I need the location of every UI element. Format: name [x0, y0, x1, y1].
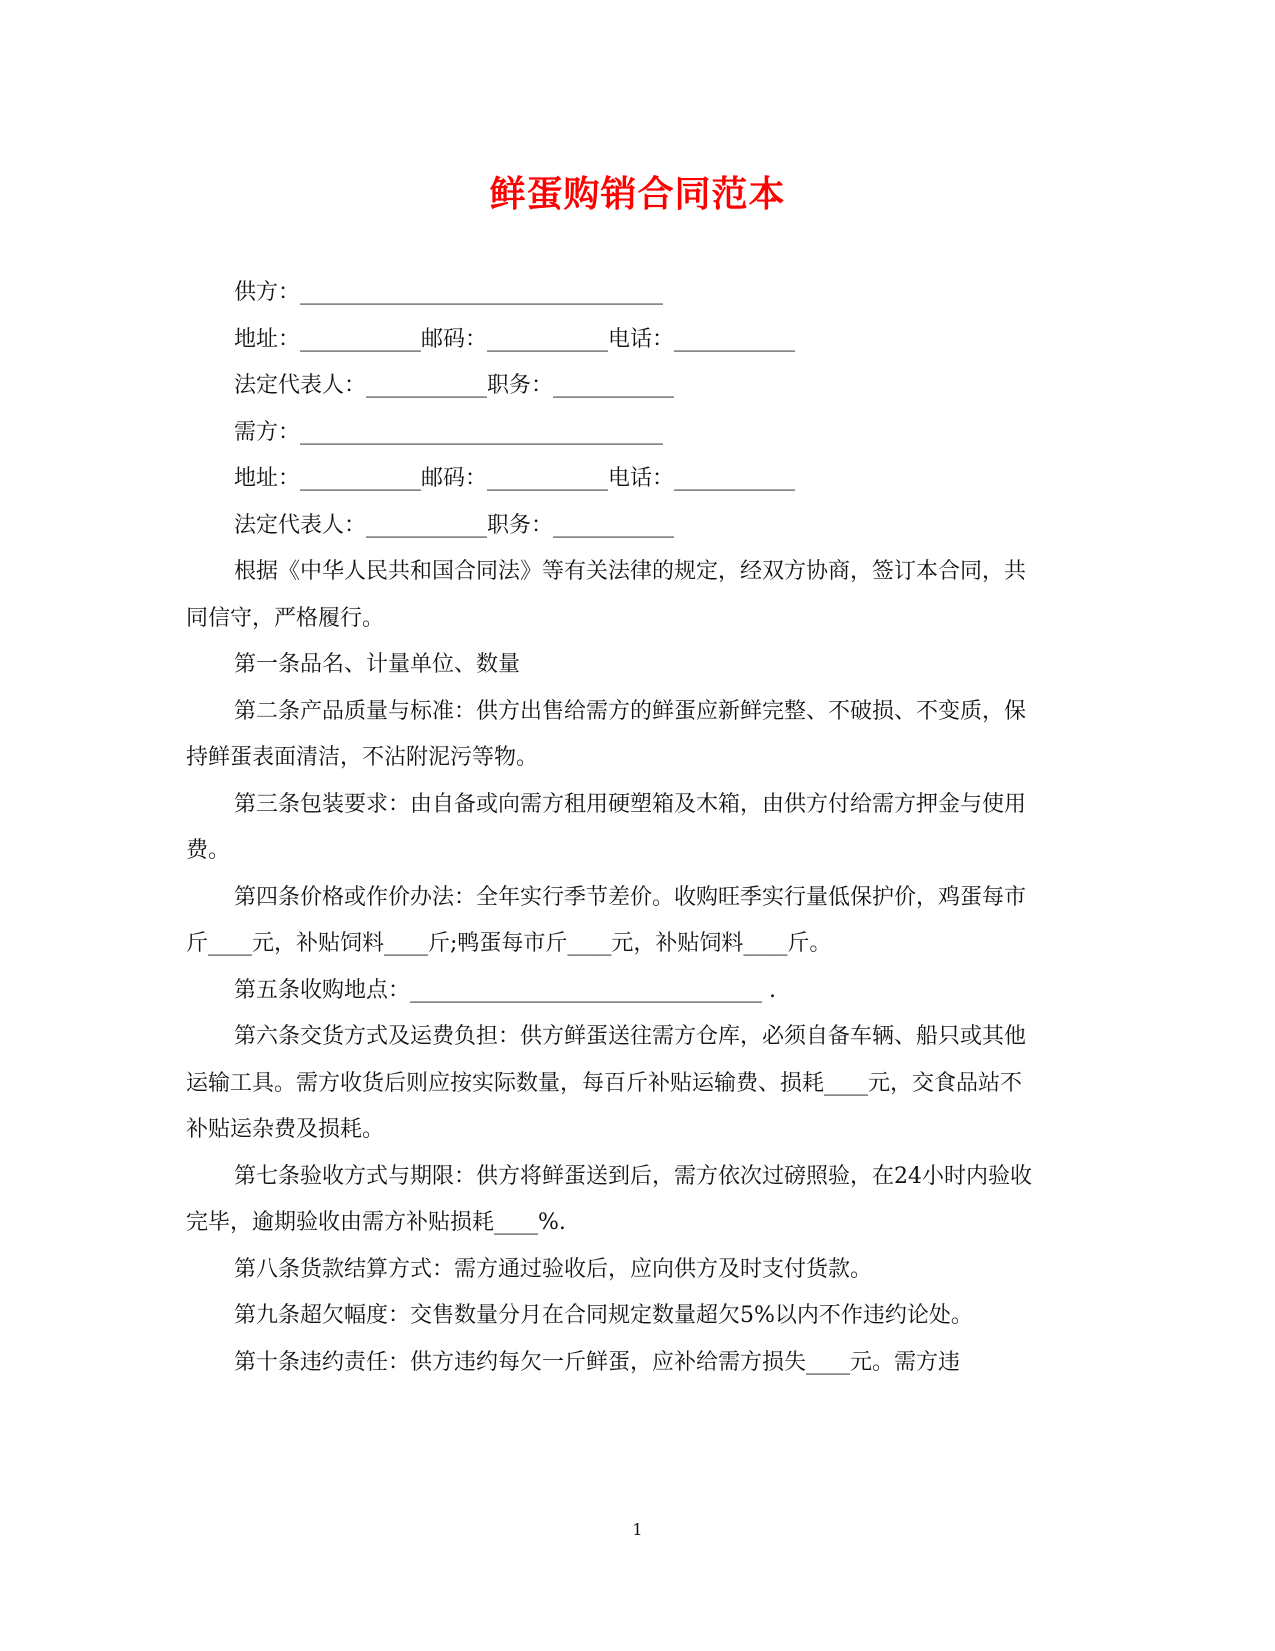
article-6: 第六条交货方式及运费负担：供方鲜蛋送往需方仓库，必须自备车辆、船只或其他运输工具。需方收货后则应按实际数量，每百斤补贴运输费、损耗____元，交食品站不补贴运杂费及损耗。: [186, 1024, 1027, 1142]
buyer-representative-line: 法定代表人：___________职务：___________: [234, 512, 675, 538]
article-7: 第七条验收方式与期限：供方将鲜蛋送到后，需方依次过磅照验，在24小时内验收完毕，逾期验收由需方补贴损耗____%.: [186, 1163, 1032, 1235]
page-number: 1: [632, 1520, 643, 1539]
article-9: 第九条超欠幅度：交售数量分月在合同规定数量超欠5%以内不作违约论处。: [234, 1303, 973, 1328]
document-title: 鲜蛋购销合同范本: [489, 173, 786, 215]
article-10: 第十条违约责任：供方违约每欠一斤鲜蛋，应补给需方损失____元。需方违: [234, 1349, 961, 1375]
article-5: 第五条收购地点：________________________________ .: [234, 977, 776, 1003]
article-1: 第一条品名、计量单位、数量: [234, 652, 521, 677]
article-3: 第三条包装要求：由自备或向需方租用硬塑箱及木箱，由供方付给需方押金与使用费。: [186, 791, 1027, 863]
buyer-line: 需方：_________________________________: [234, 419, 664, 445]
article-4: 第四条价格或作价办法：全年实行季节差价。收购旺季实行量低保护价，鸡蛋每市斤____元，补贴饲料____斤;鸭蛋每市斤____元，补贴饲料____斤。: [186, 884, 1027, 956]
supplier-line: 供方：_________________________________: [234, 280, 664, 305]
preamble-paragraph: 根据《中华人民共和国合同法》等有关法律的规定，经双方协商，签订本合同，共同信守，严格履行。: [186, 559, 1027, 631]
buyer-address-line: 地址：___________邮码：___________电话：___________: [234, 466, 796, 491]
article-8: 第八条货款结算方式：需方通过验收后，应向供方及时支付货款。: [234, 1256, 873, 1282]
document-body: [186, 270, 1036, 1386]
article-2: 第二条产品质量与标准：供方出售给需方的鲜蛋应新鲜完整、不破损、不变质，保持鲜蛋表面清洁，不沾附泥污等物。: [186, 698, 1027, 770]
supplier-representative-line: 法定代表人：___________职务：___________: [234, 373, 675, 398]
supplier-address-line: 地址：___________邮码：___________电话：___________: [234, 326, 796, 352]
